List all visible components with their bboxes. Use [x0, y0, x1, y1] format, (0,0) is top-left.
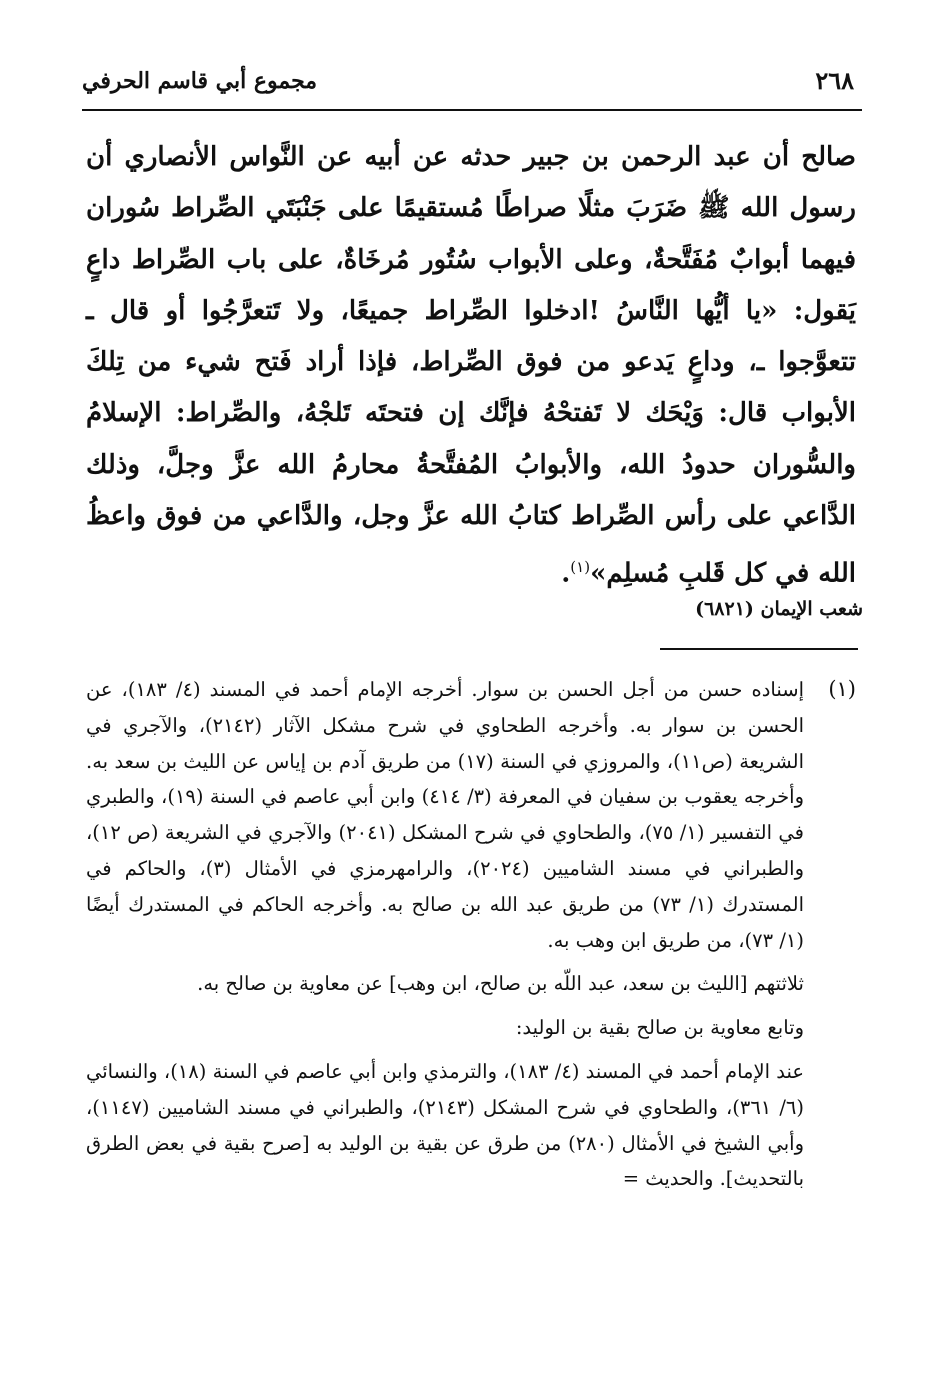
footnote-separator: [660, 648, 858, 650]
hadith-text: [86, 132, 856, 600]
footnote-paragraph-4: عند الإمام أحمد في المسند (٤/ ١٨٣)، والترمذي وابن أبي عاصم في السنة (١٨)، والنسائي (٦/ ٣٦١)، والطحاوي في شرح المشكل (٢١٤٣)، والطبراني في مسند الشاميين (١١٤٧)، وأبي الشيخ في الأمثال (٢٨٠) من طرق عن بقية بن الوليد به [صرح بقية في بعض الطرق بالتحديث]. والحديث =: [86, 1059, 804, 1191]
footnote-reference: (١): [570, 558, 591, 577]
footnote-paragraph-3: وتابع معاوية بن صالح بقية بن الوليد:: [515, 1016, 804, 1040]
footnote-item: [86, 672, 856, 958]
hadith-paragraph: [86, 132, 856, 600]
footnotes-section: [86, 672, 856, 1197]
header-rule: [82, 109, 862, 111]
running-title: مجموع أبي قاسم الحرفي: [82, 68, 318, 94]
source-reference: شعب الإيمان (٦٨٢١): [695, 598, 863, 620]
footnote-paragraph-1: إسناده حسن من أجل الحسن بن سوار. أخرجه الإمام أحمد في المسند (٤/ ١٨٣)، عن الحسن بن سوار به. وأخرجه الطحاوي في شرح مشكل الآثار (٢١٤٢)، والآجري في الشريعة (ص١١)، والمروزي في السنة (١٧) من طريق آدم بن إياس عن الليث بن سعد به. وأخرجه يعقوب بن سفيان في المعرفة (٣/ ٤١٤) وابن أبي عاصم في السنة (١٩)، والطبري في التفسير (١/ ٧٥)، والطحاوي في شرح المشكل (٢٠٤١) والآجري في الشريعة (ص ١٢)، والطبراني في مسند الشاميين (٢٠٢٤)، والرامهرمزي في الأمثال (٣)، والحاكم في المستدرك (١/ ٧٣) من طريق عبد الله بن صالح به. وأخرجه الحاكم في المستدرك أيضًا (١/ ٧٣)، من طريق ابن وهب به.: [86, 678, 805, 952]
footnote-marker: (١): [828, 677, 856, 701]
hadith-end: .: [561, 559, 571, 590]
hadith-body: صالح أن عبد الرحمن بن جبير حدثه عن أبيه عن النَّواس الأنصاري أن رسول الله ﷺ ضَرَبَ مثلًا صراطًا مُستقيمًا على جَنْبَتَي الصِّراط سُوران فيهما أبوابٌ مُفَتَّحةٌ، وعلى الأبواب سُتُور مُرخَاةٌ، على باب الصِّراط داعٍ يَقول: «يا أيُّها النَّاسُ !ادخلوا الصِّراط جميعًا، ولا تَتعرَّجُوا أو قال ـ تتعوَّجوا ـ، وداعٍ يَدعو من فوق الصِّراط، فإذا أراد فَتح شيء من تِلكَ الأبواب قال: وَيْحَك لا تَفتحْهُ فإنَّك إن فتحتَه تَلجْهُ، والصِّراط: الإسلامُ والسُّوران حدودُ الله، والأبوابُ المُفتَّحةُ محارمُ الله عزَّ وجلَّ، وذلك الدَّاعي على رأس الصِّراط كتابُ الله عزَّ وجل، والدَّاعي من فوق واعظُ الله في كل قَلبِ مُسلِم»: [86, 142, 856, 590]
footnote-paragraph-2: ثلاثتهم [الليث بن سعد، عبد اللّه بن صالح، ابن وهب] عن معاوية بن صالح به.: [197, 972, 804, 996]
page-number: ٢٦٨: [815, 66, 854, 95]
page-header: [82, 62, 862, 106]
